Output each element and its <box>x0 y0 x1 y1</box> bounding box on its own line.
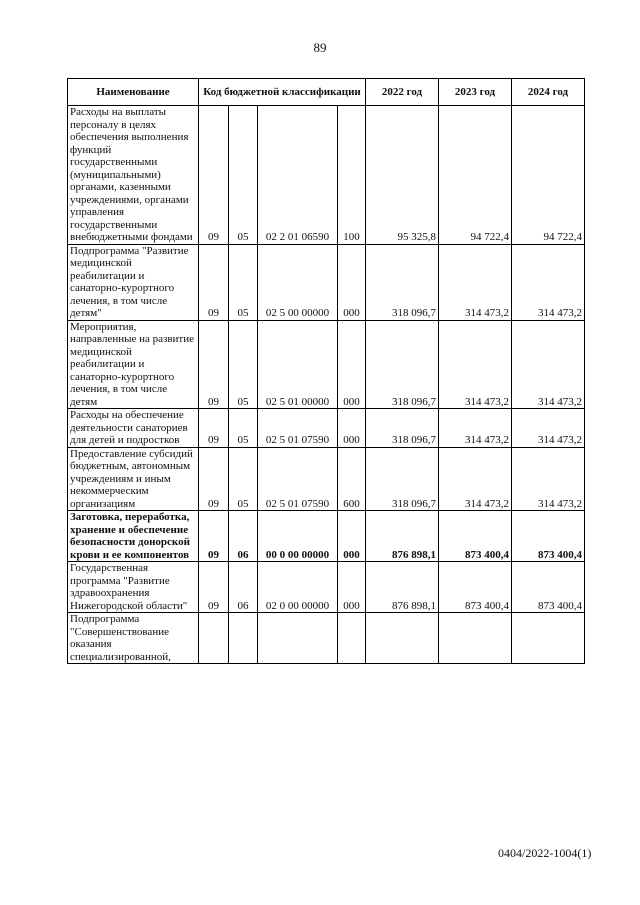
table-row <box>68 409 585 448</box>
row-2023: 314 473,2 <box>439 320 512 409</box>
row-expense-type: 000 <box>338 320 366 409</box>
row-subsection <box>229 613 258 664</box>
row-2022: 876 898,1 <box>366 511 439 562</box>
row-2022: 95 325,8 <box>366 106 439 245</box>
table-header-row <box>68 79 585 106</box>
table-row <box>68 562 585 613</box>
row-section: 09 <box>199 562 229 613</box>
row-expense-type: 000 <box>338 244 366 320</box>
row-target-article: 02 0 00 00000 <box>258 562 338 613</box>
page-number: 89 <box>313 40 327 55</box>
row-expense-type: 000 <box>338 511 366 562</box>
header-2023: 2023 год <box>439 79 512 106</box>
row-2024: 314 473,2 <box>512 244 585 320</box>
row-target-article <box>258 613 338 664</box>
row-name: Подпрограмма "Развитие медицинской реабилитации и санаторно-курортного лечения, в том числе детям" <box>68 244 199 320</box>
row-name: Мероприятия, направленные на развитие медицинской реабилитации и санаторно-курортного лечения, в том числе детям <box>68 320 199 409</box>
row-2024 <box>512 613 585 664</box>
row-subsection: 06 <box>229 562 258 613</box>
row-section: 09 <box>199 447 229 511</box>
row-name: Расходы на выплаты персоналу в целях обеспечения выполнения функций государственными (муниципальными) органами, казенными учреждениями, органами управления государственными внебюджетными фондами <box>68 106 199 245</box>
row-expense-type: 600 <box>338 447 366 511</box>
row-section: 09 <box>199 106 229 245</box>
header-name: Наименование <box>68 79 199 106</box>
row-2024: 873 400,4 <box>512 562 585 613</box>
row-2023: 314 473,2 <box>439 244 512 320</box>
row-2024: 314 473,2 <box>512 447 585 511</box>
row-2024: 873 400,4 <box>512 511 585 562</box>
table-row <box>68 447 585 511</box>
row-subsection: 05 <box>229 106 258 245</box>
table-row <box>68 106 585 245</box>
row-2022: 318 096,7 <box>366 320 439 409</box>
row-name: Государственная программа "Развитие здравоохранения Нижегородской области" <box>68 562 199 613</box>
row-2023: 873 400,4 <box>439 562 512 613</box>
row-2022 <box>366 613 439 664</box>
row-target-article: 02 5 01 07590 <box>258 409 338 448</box>
header-code: Код бюджетной классификации <box>199 79 366 106</box>
row-target-article: 02 5 01 00000 <box>258 320 338 409</box>
row-2022: 876 898,1 <box>366 562 439 613</box>
row-2022: 318 096,7 <box>366 447 439 511</box>
row-section <box>199 613 229 664</box>
row-section: 09 <box>199 244 229 320</box>
header-2022: 2022 год <box>366 79 439 106</box>
row-target-article: 02 2 01 06590 <box>258 106 338 245</box>
row-subsection: 05 <box>229 244 258 320</box>
table-row <box>68 613 585 664</box>
row-expense-type: 000 <box>338 562 366 613</box>
row-2023 <box>439 613 512 664</box>
row-expense-type <box>338 613 366 664</box>
header-2024: 2024 год <box>512 79 585 106</box>
row-section: 09 <box>199 409 229 448</box>
row-expense-type: 100 <box>338 106 366 245</box>
table-row-bold <box>68 511 585 562</box>
row-target-article: 02 5 01 07590 <box>258 447 338 511</box>
table-row <box>68 320 585 409</box>
document-code-footer: 0404/2022-1004(1) <box>498 846 592 860</box>
row-2024: 314 473,2 <box>512 409 585 448</box>
row-2022: 318 096,7 <box>366 409 439 448</box>
row-subsection: 05 <box>229 409 258 448</box>
row-expense-type: 000 <box>338 409 366 448</box>
row-2023: 314 473,2 <box>439 409 512 448</box>
row-section: 09 <box>199 511 229 562</box>
row-2023: 873 400,4 <box>439 511 512 562</box>
row-target-article: 02 5 00 00000 <box>258 244 338 320</box>
row-name: Заготовка, переработка, хранение и обеспечение безопасности донорской крови и ее компонентов <box>68 511 199 562</box>
row-subsection: 05 <box>229 447 258 511</box>
row-2024: 314 473,2 <box>512 320 585 409</box>
row-subsection: 06 <box>229 511 258 562</box>
row-2024: 94 722,4 <box>512 106 585 245</box>
row-section: 09 <box>199 320 229 409</box>
row-name: Подпрограмма "Совершенствование оказания специализированной, <box>68 613 199 664</box>
row-2022: 318 096,7 <box>366 244 439 320</box>
row-subsection: 05 <box>229 320 258 409</box>
row-target-article: 00 0 00 00000 <box>258 511 338 562</box>
budget-table <box>67 78 585 664</box>
row-name: Предоставление субсидий бюджетным, автономным учреждениям и иным некоммерческим организациям <box>68 447 199 511</box>
table-row <box>68 244 585 320</box>
row-name: Расходы на обеспечение деятельности санаториев для детей и подростков <box>68 409 199 448</box>
row-2023: 314 473,2 <box>439 447 512 511</box>
row-2023: 94 722,4 <box>439 106 512 245</box>
